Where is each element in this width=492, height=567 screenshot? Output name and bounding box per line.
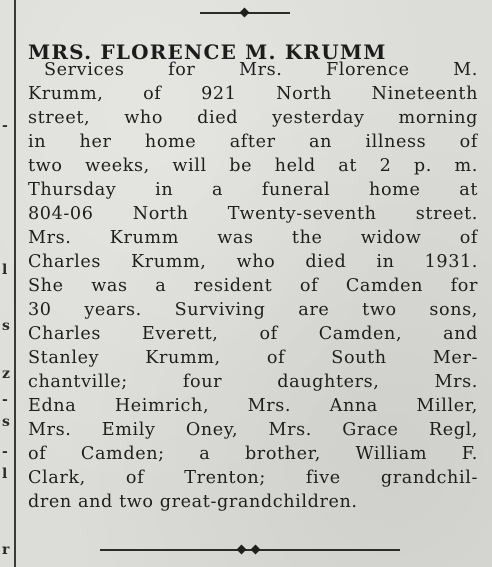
edge-fragment: - bbox=[2, 444, 8, 460]
text-line: chantville; four daughters, Mrs. bbox=[28, 372, 478, 392]
text-line: Stanley Krumm, of South Mer- bbox=[28, 348, 478, 368]
edge-fragment: r bbox=[2, 542, 10, 558]
text-line: 30 years. Surviving are two sons, bbox=[28, 300, 478, 320]
bottom-ornament-diamond bbox=[251, 545, 261, 555]
text-line: of Camden; a brother, William F. bbox=[28, 444, 478, 464]
text-line: Mrs. Emily Oney, Mrs. Grace Regl, bbox=[28, 420, 478, 440]
edge-fragment: - bbox=[2, 118, 8, 134]
text-line: Services for Mrs. Florence M. bbox=[44, 60, 478, 80]
edge-fragment: l bbox=[2, 262, 8, 278]
obituary-body bbox=[28, 58, 478, 514]
text-line: 804-06 North Twenty-seventh street. bbox=[28, 204, 478, 224]
text-line: Charles Krumm, who died in 1931. bbox=[28, 252, 478, 272]
text-line: Edna Heimrich, Mrs. Anna Miller, bbox=[28, 396, 478, 416]
edge-fragment: - bbox=[2, 392, 8, 408]
text-line: Krumm, of 921 North Nineteenth bbox=[28, 84, 478, 104]
text-line: She was a resident of Camden for bbox=[28, 276, 478, 296]
top-ornament-diamond bbox=[240, 8, 250, 18]
adjacent-column-edge bbox=[0, 0, 16, 567]
text-line: two weeks, will be held at 2 p. m. bbox=[28, 156, 478, 176]
obituary-headline: MRS. FLORENCE M. KRUMM bbox=[28, 40, 387, 65]
text-line: Mrs. Krumm was the widow of bbox=[28, 228, 478, 248]
text-line: street, who died yesterday morning bbox=[28, 108, 478, 128]
text-line: dren and two great-grandchildren. bbox=[28, 492, 358, 512]
text-line: Thursday in a funeral home at bbox=[28, 180, 478, 200]
text-line: in her home after an illness of bbox=[28, 132, 478, 152]
edge-fragment: s bbox=[2, 414, 10, 430]
edge-fragment: z bbox=[2, 366, 10, 382]
text-line: Charles Everett, of Camden, and bbox=[28, 324, 478, 344]
edge-fragment: s bbox=[2, 318, 10, 334]
bottom-ornament-diamond bbox=[237, 545, 247, 555]
text-line: Clark, of Trenton; five grandchil- bbox=[28, 468, 478, 488]
edge-fragment: l bbox=[2, 466, 8, 482]
